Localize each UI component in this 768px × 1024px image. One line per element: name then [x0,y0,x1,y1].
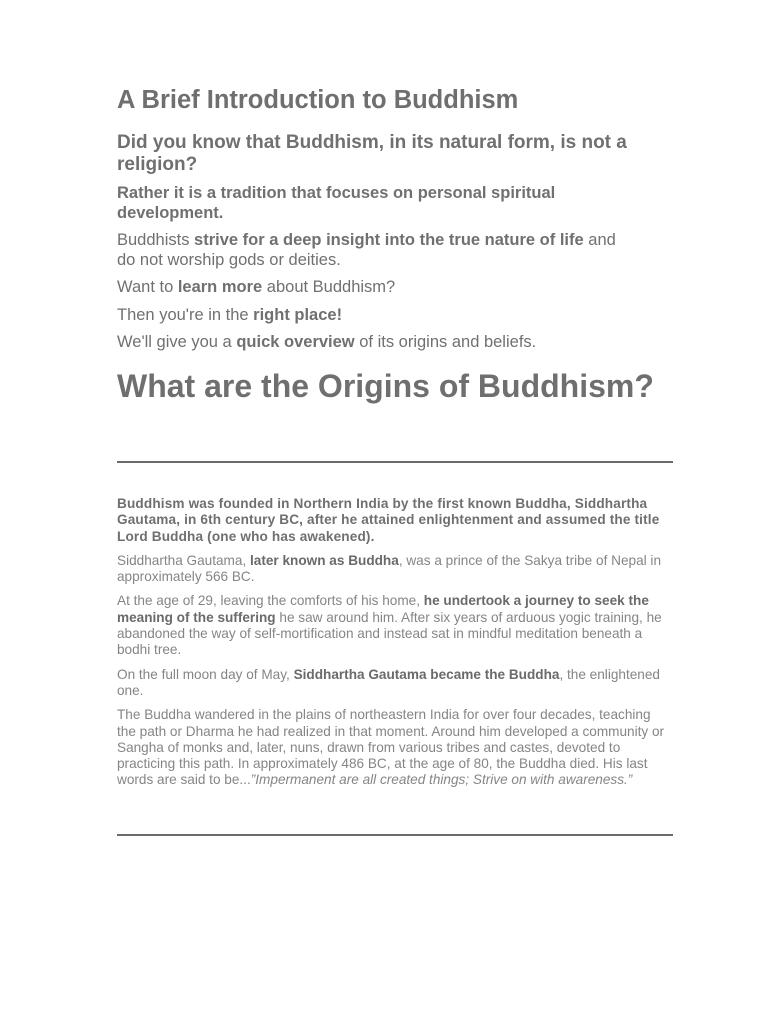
emphasis: later known as Buddha [250,552,399,568]
text: he saw around him. After six years of arduous yogic training, he abandoned the way of self-mortification and instead sat in mindful meditation beneath a bodhi tree. [117,609,662,658]
divider-bottom [117,834,673,836]
text: On the full moon day of May, [117,666,294,682]
text: Want to [117,278,178,296]
text: , was a prince of the Sakya tribe of Nepal in approximately 566 BC. [117,552,662,585]
intro-question: Did you know that Buddhism, in its natural form, is not a religion? [117,132,627,175]
text: and do not worship gods or deities. [117,231,616,269]
quote: ”Impermanent are all created things; Strive on with awareness.” [250,772,633,788]
text: The Buddha wandered in the plains of northeastern India for over four decades, teaching the path or Dharma he had realized in that moment. Around him developed a community or Sangha of monks and, later, nuns, drawn from various tribes and castes, devoted to practicing this path. In approximately 486 BC, at the age of 80, the Buddha died. His last words are said to be... [117,707,665,788]
origins-body [117,496,673,797]
origins-lead: Buddhism was founded in Northern India by the first known Buddha, Siddhartha Gautama, in 6th century BC, after he attained enlightenment and assumed the title Lord Buddha (one who has awakened). [117,496,660,544]
emphasis: he undertook a journey to seek the meaning of the suffering [117,593,649,625]
intro-paragraph-4 [117,333,637,353]
divider-top [117,461,673,463]
origins-paragraph-2 [117,593,673,658]
intro-paragraph-1 [117,231,637,270]
intro-paragraph-3 [117,306,637,326]
intro-paragraph-2 [117,278,637,298]
origins-paragraph-3 [117,667,673,700]
emphasis: Siddhartha Gautama became the Buddha [293,666,560,682]
text: We'll give you a [117,333,237,351]
text: Buddhists [117,231,195,249]
text: about Buddhism? [262,278,396,296]
origins-paragraph-4 [117,707,673,788]
text: At the age of 29, leaving the comforts of his home, [117,593,424,609]
emphasis: quick overview [236,333,355,351]
text: , the enlightened one. [117,666,660,698]
text: of its origins and beliefs. [354,333,537,351]
text: Then you're in the [117,305,254,324]
intro-section [117,132,637,361]
page-title: A Brief Introduction to Buddhism [117,86,519,114]
origins-paragraph-1 [117,553,673,586]
intro-rather: Rather it is a tradition that focuses on personal spiritual development. [117,184,556,222]
emphasis: right place! [253,305,343,324]
emphasis: learn more [177,278,263,296]
emphasis: strive for a deep insight into the true nature of life [194,231,584,249]
text: Siddhartha Gautama, [117,552,250,568]
origins-heading: What are the Origins of Buddhism? [117,368,654,404]
